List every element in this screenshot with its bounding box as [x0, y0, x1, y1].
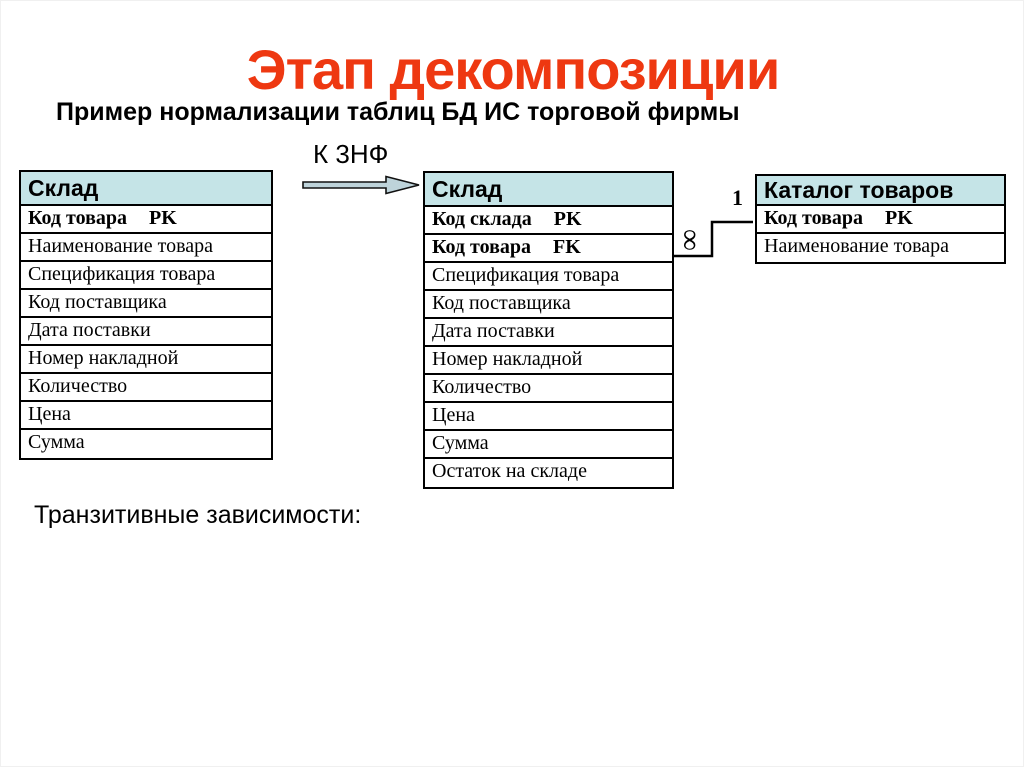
to-3nf-arrow-icon [303, 177, 419, 194]
table-row [21, 318, 271, 346]
field-name: Код товара [28, 207, 128, 229]
field-name: Код поставщика [28, 291, 167, 313]
key-label: PK [553, 208, 582, 230]
table-row [21, 290, 271, 318]
field-name: Сумма [28, 431, 85, 453]
table-rows [425, 207, 672, 487]
table-row [21, 402, 271, 430]
table-row [425, 375, 672, 403]
table-row [425, 347, 672, 375]
field-name: Спецификация товара [28, 263, 216, 285]
field-name: Количество [432, 376, 532, 398]
field-name: Цена [432, 404, 475, 426]
key-label: PK [149, 207, 177, 229]
table-rows [757, 206, 1004, 262]
field-name: Номер накладной [28, 347, 179, 369]
table-row [425, 207, 672, 235]
field-name: Дата поставки [28, 319, 151, 341]
cardinality-many-label: ∞ [674, 229, 707, 251]
field-name: Наименование товара [28, 235, 214, 257]
subtitle: Пример нормализации таблиц БД ИС торговой фирмы [56, 98, 740, 126]
field-name: Сумма [432, 432, 489, 454]
table-title: Склад [425, 173, 672, 207]
table-row [21, 206, 271, 234]
field-name: Код товара [764, 207, 864, 229]
table-row [21, 430, 271, 458]
cardinality-one-label: 1 [732, 185, 743, 210]
table-row [21, 374, 271, 402]
table-sklad-after [423, 171, 674, 489]
key-label: PK [885, 207, 913, 229]
field-name: Дата поставки [432, 320, 555, 342]
table-sklad-before [19, 170, 273, 460]
table-row [425, 235, 672, 263]
table-rows [21, 206, 271, 458]
table-row [757, 234, 1004, 262]
field-name: Количество [28, 375, 128, 397]
table-katalog-tovarov [755, 174, 1006, 264]
table-row [425, 459, 672, 487]
field-name: Код поставщика [432, 292, 571, 314]
field-name: Наименование товара [764, 235, 950, 257]
key-label: FK [553, 236, 581, 258]
field-name: Номер накладной [432, 348, 583, 370]
table-title: Склад [21, 172, 271, 206]
table-row [21, 234, 271, 262]
field-name: Код склада [432, 208, 532, 230]
field-name: Код товара [432, 236, 532, 258]
transitive-dependencies-label: Транзитивные зависимости: [34, 501, 362, 529]
table-row [425, 291, 672, 319]
table-row [757, 206, 1004, 234]
table-row [21, 262, 271, 290]
field-name: Спецификация товара [432, 264, 620, 286]
table-title: Каталог товаров [757, 176, 1004, 206]
field-name: Цена [28, 403, 71, 425]
table-row [425, 319, 672, 347]
to-3nf-label: К 3НФ [313, 139, 389, 169]
table-row [425, 263, 672, 291]
field-name: Остаток на складе [432, 460, 587, 482]
table-row [425, 431, 672, 459]
table-row [425, 403, 672, 431]
page-title: Этап декомпозиции [246, 38, 780, 101]
table-row [21, 346, 271, 374]
